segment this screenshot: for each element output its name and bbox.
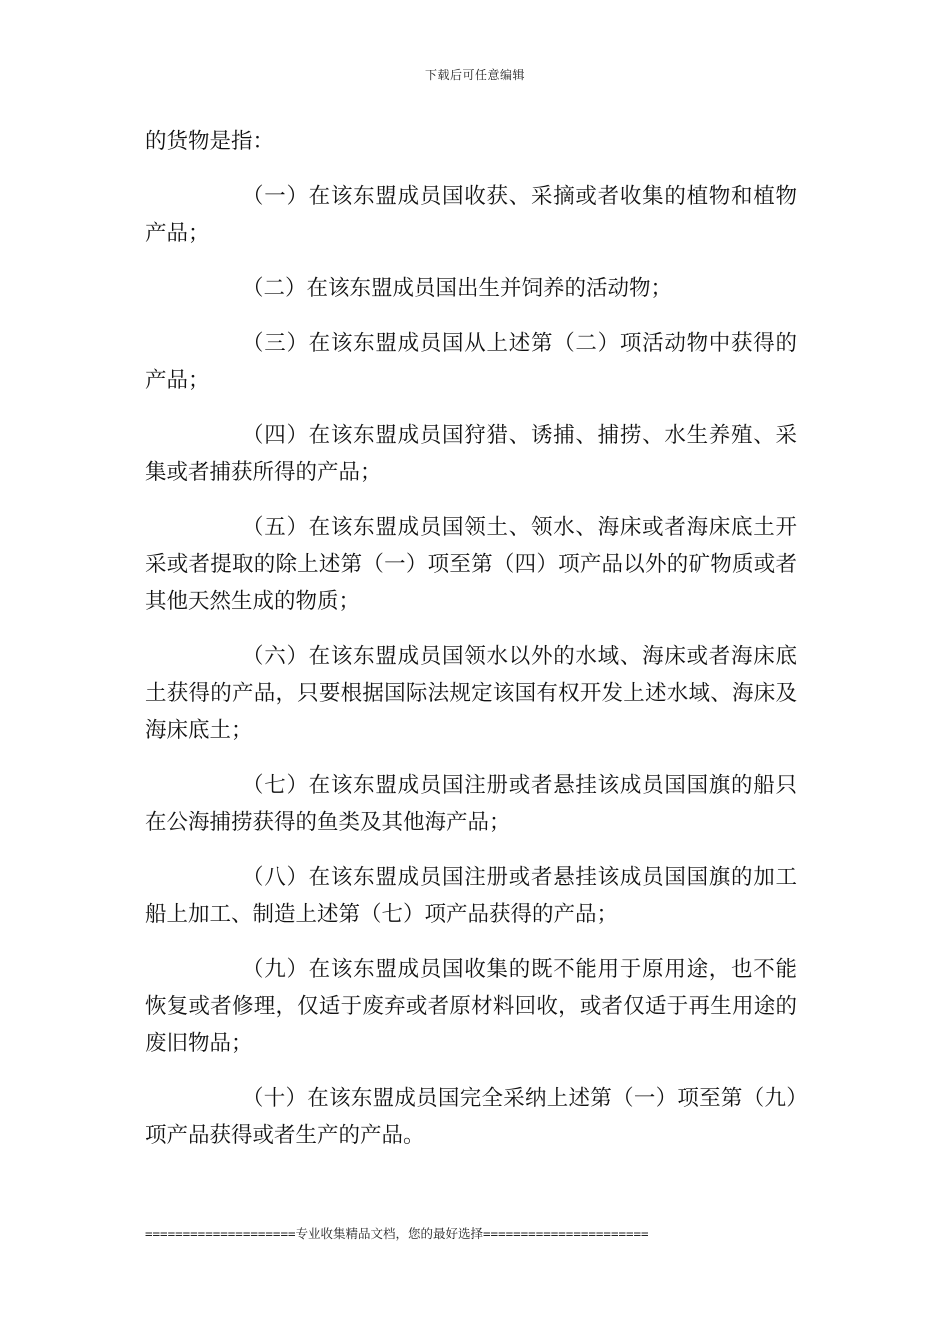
paragraph-item-4: （四）在该东盟成员国狩猎、诱捕、捕捞、水生养殖、采集或者捕获所得的产品； xyxy=(145,423,797,485)
paragraph-item-7: （七）在该东盟成员国注册或者悬挂该成员国国旗的船只在公海捕捞获得的鱼类及其他海产品； xyxy=(145,773,797,835)
paragraph-item-5: （五）在该东盟成员国领土、领水、海床或者海床底土开采或者提取的除上述第（一）项至第（四）项产品以外的矿物质或者其他天然生成的物质； xyxy=(145,515,797,614)
page-header: 下载后可任意编辑 xyxy=(424,68,525,82)
paragraph-item-2: （二）在该东盟成员国出生并饲养的活动物； xyxy=(242,276,673,301)
paragraph-intro: 的货物是指： xyxy=(145,129,275,154)
paragraph-item-3: （三）在该东盟成员国从上述第（二）项活动物中获得的产品； xyxy=(145,331,797,393)
paragraph-item-9: （九）在该东盟成员国收集的既不能用于原用途，也不能恢复或者修理，仅适于废弃或者原材料回收，或者仅适于再生用途的废旧物品； xyxy=(145,957,797,1056)
page-footer: ====================专业收集精品文档，您的最好选择====================== xyxy=(145,1226,649,1241)
paragraph-item-6: （六）在该东盟成员国领水以外的水域、海床或者海床底土获得的产品，只要根据国际法规定该国有权开发上述水域、海床及海床底土； xyxy=(145,644,797,743)
paragraph-item-10: （十）在该东盟成员国完全采纳上述第（一）项至第（九）项产品获得或者生产的产品。 xyxy=(145,1086,797,1148)
document-body xyxy=(145,123,797,1172)
paragraph-item-1: （一）在该东盟成员国收获、采摘或者收集的植物和植物产品； xyxy=(145,184,797,246)
paragraph-item-8: （八）在该东盟成员国注册或者悬挂该成员国国旗的加工船上加工、制造上述第（七）项产品获得的产品； xyxy=(145,865,797,927)
